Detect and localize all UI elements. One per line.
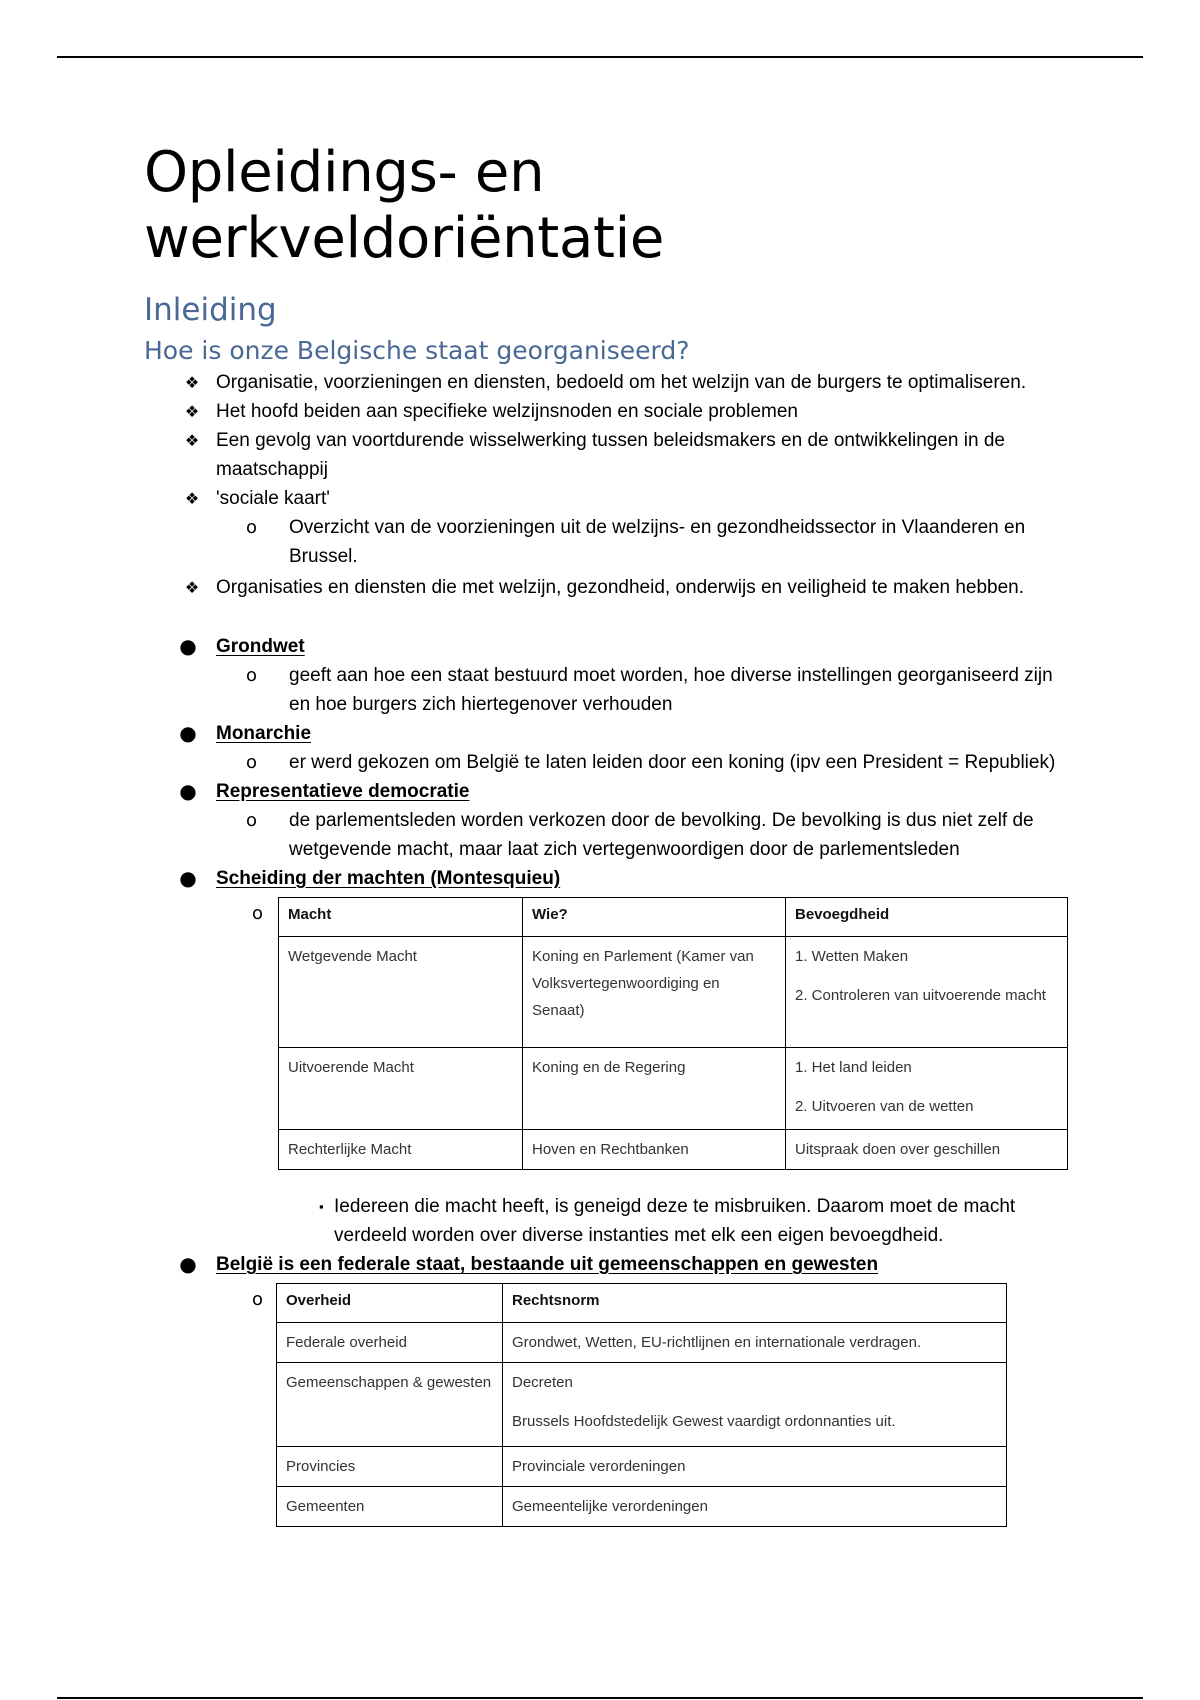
federale-staat-heading: België is een federale staat, bestaande uit gemeenschappen en gewesten <box>216 1254 879 1275</box>
scheiding-heading: Scheiding der machten (Montesquieu) <box>216 868 561 889</box>
table-cell: Rechterlijke Macht <box>279 1130 523 1170</box>
table-header-row <box>277 1284 1007 1323</box>
header-rule <box>57 56 1143 58</box>
bullet-icon: ● <box>179 634 197 658</box>
table-cell: Koning en Parlement (Kamer van Volksvertegenwoordiging en Senaat) <box>523 937 786 1048</box>
circle-bullet-icon: o <box>252 903 264 924</box>
table-header: Rechtsnorm <box>503 1284 1007 1323</box>
table-cell: Gemeenten <box>277 1487 503 1527</box>
diamond-list <box>144 368 1064 602</box>
diamond-bullet-icon: ❖ <box>184 402 200 421</box>
table-cell: Koning en de Regering <box>523 1048 786 1130</box>
footer-rule <box>57 1697 1143 1699</box>
table-header: Macht <box>279 898 523 937</box>
bullet-icon: ● <box>179 1252 197 1276</box>
table-row <box>279 937 1068 1048</box>
list-item: ❖ Een gevolg van voortdurende wisselwerking tussen beleidsmakers en de ontwikkelingen in de maatschappij <box>144 426 1064 484</box>
list-item <box>144 632 1064 719</box>
table-row <box>279 1048 1068 1130</box>
table-header: Wie? <box>523 898 786 937</box>
machten-table <box>278 897 1068 1170</box>
table-cell: Provinciale verordeningen <box>503 1447 1007 1487</box>
diamond-bullet-icon: ❖ <box>184 489 200 508</box>
table-row <box>277 1447 1007 1487</box>
diamond-bullet-icon: ❖ <box>184 373 200 392</box>
table-row <box>277 1323 1007 1363</box>
sub-list <box>216 513 1064 571</box>
monarchie-heading: Monarchie <box>216 723 312 744</box>
circle-bullet-icon: o <box>252 1289 264 1310</box>
table-cell: Uitvoerende Macht <box>279 1048 523 1130</box>
title-line-1: Opleidings- en <box>144 140 545 205</box>
table-cell: Wetgevende Macht <box>279 937 523 1048</box>
sub-list-item: o geeft aan hoe een staat bestuurd moet worden, hoe diverse instellingen georganiseerd zijn en hoe burgers zich hiertegenover verhouden <box>216 661 1064 719</box>
list-item <box>144 1250 1064 1279</box>
table-cell: Grondwet, Wetten, EU-richtlijnen en internationale verdragen. <box>503 1323 1007 1363</box>
table-row <box>277 1363 1007 1447</box>
document-body <box>144 140 1064 1527</box>
table-row <box>277 1487 1007 1527</box>
diamond-bullet-icon: ❖ <box>184 578 200 597</box>
circle-bullet-icon: o <box>246 752 258 773</box>
circle-bullet-icon: o <box>246 517 258 538</box>
table-cell: Hoven en Rechtbanken <box>523 1130 786 1170</box>
bullet-icon: ● <box>179 866 197 890</box>
table-header-row <box>279 898 1068 937</box>
table-cell: Decreten Brussels Hoofdstedelijk Gewest vaardigt ordonnanties uit. <box>503 1363 1007 1447</box>
grondwet-heading: Grondwet <box>216 636 305 657</box>
table-cell: Provincies <box>277 1447 503 1487</box>
list-item <box>144 864 1064 893</box>
section-heading: Inleiding <box>144 292 277 328</box>
table-cell: Gemeentelijke verordeningen <box>503 1487 1007 1527</box>
table-header: Bevoegdheid <box>786 898 1068 937</box>
bullet-icon: ● <box>179 721 197 745</box>
document-title <box>144 140 1064 272</box>
list-item: ❖ 'sociale kaart' o Overzicht van de voorzieningen uit de welzijns- en gezondheidssector in Vlaanderen en Brussel. <box>144 484 1064 571</box>
table-cell: 1. Wetten Maken 2. Controleren van uitvoerende macht <box>786 937 1068 1048</box>
table-header: Overheid <box>277 1284 503 1323</box>
table-cell: Federale overheid <box>277 1323 503 1363</box>
title-line-2: werkveldoriëntatie <box>144 206 665 271</box>
note-after-table: ▪ Iedereen die macht heeft, is geneigd deze te misbruiken. Daarom moet de macht verdeeld worden over diverse instanties met elk een eigen bevoegdheid. <box>144 1192 1064 1250</box>
sub-list-item: o de parlementsleden worden verkozen door de bevolking. De bevolking is dus niet zelf de wetgevende macht, maar laat zich vertegenwoordigen door de parlementsleden <box>216 806 1064 864</box>
bullet-icon: ● <box>179 779 197 803</box>
square-bullet-icon: ▪ <box>319 1199 324 1214</box>
table2-wrapper <box>144 1283 1064 1527</box>
bullet-list <box>144 632 1064 893</box>
democratie-heading: Representatieve democratie <box>216 781 470 802</box>
list-item <box>144 719 1064 777</box>
overheid-table <box>276 1283 1007 1527</box>
subsection-heading: Hoe is onze Belgische staat georganiseerd? <box>144 336 690 365</box>
table-row <box>279 1130 1068 1170</box>
sub-list-item: o er werd gekozen om België te laten leiden door een koning (ipv een President = Republiek) <box>216 748 1064 777</box>
spacer <box>144 602 1064 632</box>
list-item: ❖ Organisatie, voorzieningen en diensten, bedoeld om het welzijn van de burgers te optimaliseren. <box>144 368 1064 397</box>
circle-bullet-icon: o <box>246 810 258 831</box>
table1-wrapper <box>144 897 1064 1170</box>
sub-list-item: o Overzicht van de voorzieningen uit de welzijns- en gezondheidssector in Vlaanderen en Brussel. <box>216 513 1064 571</box>
table-cell: 1. Het land leiden 2. Uitvoeren van de wetten <box>786 1048 1068 1130</box>
list-item <box>144 777 1064 864</box>
list-item: ❖ Organisaties en diensten die met welzijn, gezondheid, onderwijs en veiligheid te maken hebben. <box>144 573 1064 602</box>
table-cell: Gemeenschappen & gewesten <box>277 1363 503 1447</box>
list-item: ❖ Het hoofd beiden aan specifieke welzijnsnoden en sociale problemen <box>144 397 1064 426</box>
bullet-list-2 <box>144 1250 1064 1279</box>
circle-bullet-icon: o <box>246 665 258 686</box>
table-cell: Uitspraak doen over geschillen <box>786 1130 1068 1170</box>
diamond-bullet-icon: ❖ <box>184 431 200 450</box>
